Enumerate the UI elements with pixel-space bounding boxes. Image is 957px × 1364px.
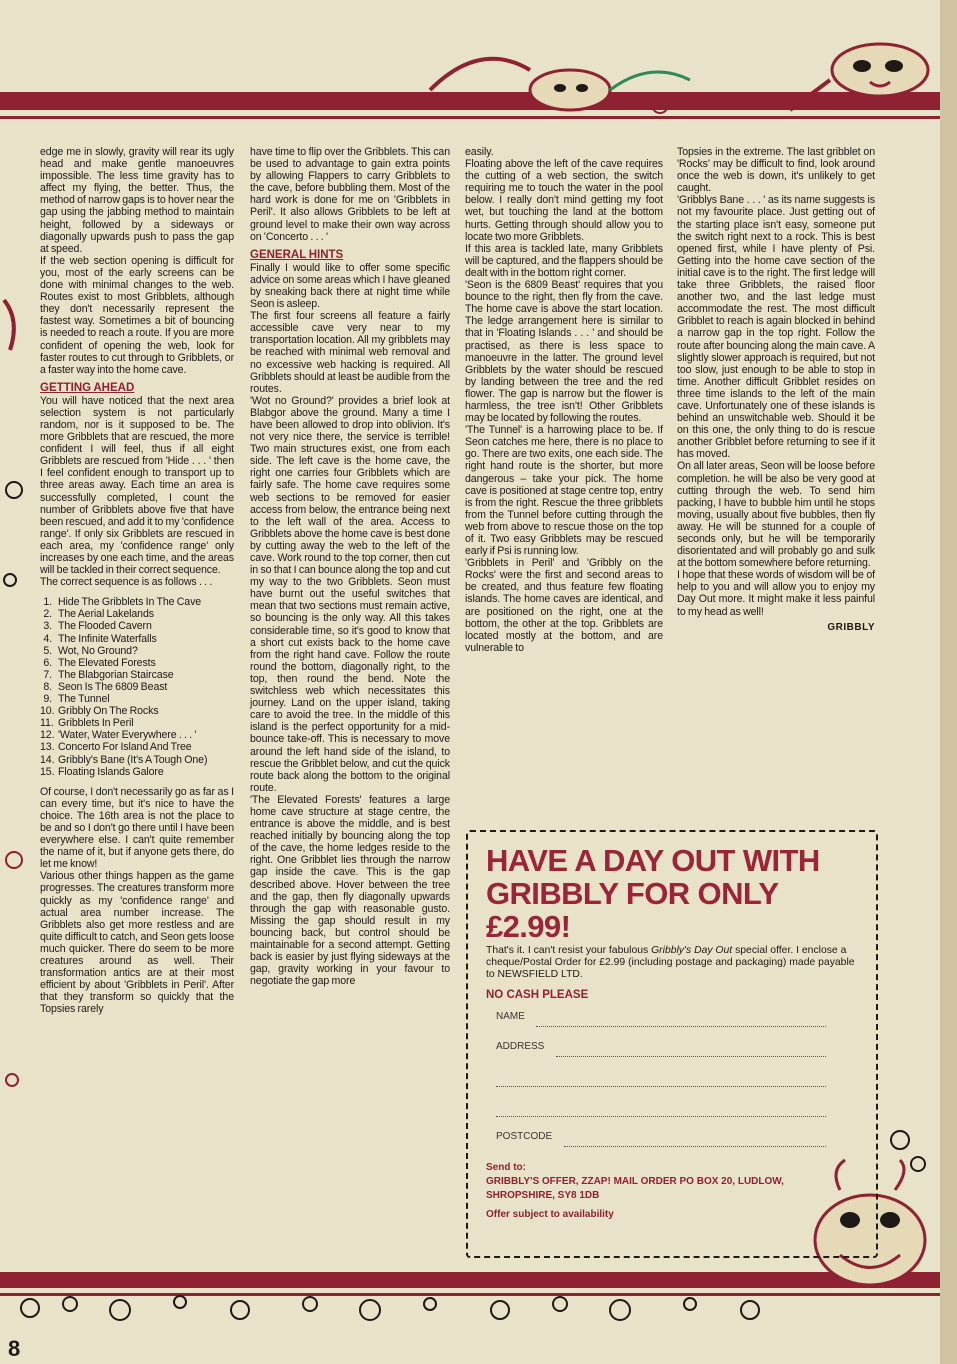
list-item-number: 11. — [40, 717, 54, 730]
list-item-number: 2. — [43, 608, 52, 621]
list-item-number: 12. — [40, 729, 55, 742]
order-intro-title: Gribbly's Day Out — [651, 945, 733, 956]
list-item-text: The Flooded Cavern — [58, 620, 152, 633]
list-item — [40, 633, 234, 645]
order-intro-pre: That's it. I can't resist your fabulous — [486, 945, 652, 956]
list-item-text: Gribbly On The Rocks — [58, 705, 159, 718]
list-item-text: Hide The Gribblets In The Cave — [58, 596, 202, 609]
article-paragraph: 'Wot no Ground?' provides a brief look at Blabgor above the ground. Many a time I have been allowed to drop into oblivion. It's not very nice there, the service is terrible! Two main structures exist, one from each side. The left cave is the home cave, the right one carries four Gribblets which are fairly safe. The home cave requires some web sections to be removed for easier access from below, the entrance being next to the left wall of the area. Access to Gribblets above the home cave is best done by cutting away the web to the left of the cave. Work round to the top corner, then cut in so that I can bounce along the top and cut my way to the two Gribblets. Seon must have burnt out the useful switches that mean that two sections must remain active, so bouncing is the only way. All this takes considerable time, so it's good to know that a short cut exists back to the home cave from the right hand cave. Follow the route round the bottom, diagonally right, to the top, then round the bend. Note the switchless web which necessitates this journey. Land on the upper island, taking care to avoid the tree. In the middle of this island is the perfect opportunity for a mid-bounce take-off. This is necessary to move around the left hand side of the island, to rescue the Gribblet below, and cut the quick route back along the bottom to the original route. — [250, 394, 450, 794]
list-item-text: Wot, No Ground? — [58, 644, 138, 657]
article-paragraph: 'The Elevated Forests' features a large home cave structure at stage centre, the entrance is above the middle, and is best reached initially by bouncing along the top of the cave, the home ledges reside to the right. One Gribblet lies through the narrow gap inside the cave. This is the gap described above. Hover between the tree and the gap, then fly diagonally upwards through the gap with reasonable gusto. Missing the gap should result in my bouncing back, but control should be maintainable for a second attempt. Getting back is easier by just flying sideways at the gap, gravity working in your favour to negotiate the gap more — [250, 793, 450, 988]
list-item — [40, 754, 234, 766]
article-paragraph: easily. — [465, 146, 494, 158]
article-column-4 — [677, 146, 875, 634]
article-paragraph: 'The Tunnel' is a harrowing place to be. If Seon catches me here, there is no place to go. There are two exits, one each side. The right hand route is the shorter, but more dangerous – take your pick. The home cave is positioned at stage centre top, entry is from the right. Rescue the three gribblets from the Tunnel before cutting through the web from above to rescue those on the top of it. Two easy Gribblets may be rescued early if Psi is running low. — [465, 424, 663, 558]
flying-creature-illustration — [420, 30, 720, 140]
article-paragraph: The correct sequence is as follows . . . — [40, 576, 213, 589]
order-intro-post: special offer. I enclose a cheque/Postal Order for £2.99 (including postage and packaging) made payable to NEWSFIELD LTD. — [486, 945, 855, 980]
list-item-number: 9. — [43, 693, 52, 706]
name-label: NAME — [496, 1011, 525, 1022]
name-dotted-line — [536, 1026, 826, 1027]
list-item-text: Gribbly's Bane (It's A Tough One) — [58, 753, 208, 766]
list-item-number: 6. — [43, 656, 52, 669]
address-field[interactable] — [486, 1041, 856, 1061]
left-margin-decoration — [0, 280, 34, 1140]
list-item-text: The Aerial Lakelands — [58, 608, 154, 621]
no-cash-notice: NO CASH PLEASE — [486, 989, 589, 1001]
list-item-number: 4. — [43, 632, 52, 645]
send-to-label: Send to: — [486, 1162, 526, 1173]
list-item — [40, 608, 234, 620]
list-item-text: 'Water, Water Everywhere . . . ' — [58, 729, 197, 742]
order-headline-line-1: HAVE A DAY OUT WITH — [486, 843, 820, 878]
list-item-number: 15. — [40, 765, 55, 778]
article-paragraph: have time to flip over the Gribblets. This can be used to advantage to gain extra points by allowing Flappers to carry Gribblets to the cave, before bubbling them. Most of the hard work is done for me on 'Gribblets in Peril'. It also allows Gribblets to be left at ground level to make their own way across on 'Concerto . . . ' — [250, 146, 450, 243]
article-column-1 — [40, 146, 234, 1015]
postcode-field[interactable] — [486, 1131, 856, 1151]
postcode-dotted-line — [564, 1146, 826, 1147]
send-to-address-1: GRIBBLY'S OFFER, ZZAP! MAIL ORDER PO BOX 20, LUDLOW, — [486, 1176, 784, 1187]
article-paragraph: On all later areas, Seon will be loose before completion. he will be also be very good at cutting through the web. To send him packing, I have to bubble him until he stops moving, usually about five bubbles, then fly away. He will be stunned for a couple of seconds only, but he will be temporarily disorientated and will probably go and sulk at the bottom somewhere before returning. — [677, 460, 875, 570]
list-item-text: Floating Islands Galore — [58, 765, 164, 778]
list-item-number: 13. — [40, 741, 55, 754]
list-item — [40, 596, 234, 608]
list-item-text: The Blabgorian Staircase — [58, 668, 174, 681]
list-item-text: The Infinite Waterfalls — [58, 632, 157, 645]
author-byline: GRIBBLY — [827, 621, 875, 633]
address-label: ADDRESS — [496, 1041, 545, 1052]
postcode-label: POSTCODE — [496, 1131, 553, 1142]
section-heading: GETTING AHEAD — [40, 381, 135, 394]
article-paragraph: If the web section opening is difficult for you, most of the early screens can be done with minimal changes to the web. Routes exist to most Gribblets, although they don't necessarily represent the fastest way. Sometimes a bit of bouncing is needed to reach a route. If you are more confident of opening the web, look for faster routes to cut through to Gribblets, or a faster way into the home cave. — [40, 254, 234, 376]
list-item — [40, 620, 234, 632]
article-paragraph: Topsies in the extreme. The last gribblet on 'Rocks' may be difficult to find, look around once the web is down, it's unlikely to get caught. — [677, 146, 875, 195]
list-item — [40, 766, 234, 778]
list-item — [40, 717, 234, 729]
list-item — [40, 657, 234, 669]
list-item — [40, 645, 234, 657]
order-price: £2.99! — [486, 909, 571, 944]
list-item — [40, 681, 234, 693]
address-line-2[interactable] — [486, 1071, 856, 1091]
send-to-address-2: SHROPSHIRE, SY8 1DB — [486, 1190, 600, 1201]
address-dotted-line-2 — [496, 1086, 826, 1087]
address-dotted-line — [556, 1056, 826, 1057]
send-to-block — [486, 1161, 856, 1203]
list-item-text: The Tunnel — [58, 693, 110, 706]
article-paragraph: 'Seon is the 6809 Beast' requires that you bounce to the right, then fly from the cave. The home cave is above the start location. The ledge arrangement here is similar to that in 'Floating Islands . . . ' and should be practised, as there is less space to manoeuvre in the latter. The ground level Gribblets by the water should be rescued by landing between the tree and the red flower. The gap is narrow but the flower is harmless, the tree isn't! Other Gribblets may be located by following the routes. — [465, 279, 663, 425]
name-field[interactable] — [486, 1011, 856, 1031]
gribbly-creature-illustration — [770, 0, 950, 120]
article-paragraph: Various other things happen as the game progresses. The creatures transform more quickly as my 'confidence range' and actual area number increase. The Gribblets also get more restless and are quite difficult to catch, and Seon gets loose much quicker. There do seem to be more creatures around as well. Their transformation antics are at their most efficient by about 'Gribblets in Peril'. After that they transform so quickly that the Topsies rarely — [40, 870, 234, 1016]
list-item — [40, 693, 234, 705]
right-edge-strip — [940, 0, 957, 1364]
order-form-box — [466, 830, 878, 1258]
availability-note: Offer subject to availability — [486, 1209, 614, 1220]
article-paragraph: edge me in slowly, gravity will rear its ugly head and make gentle manoeuvres impossible. The less time gravity has to affect my flying, the better. Thus, the method of narrow gaps is to hover near the gap using the jabbing method to maintain height, followed by a sideways or diagonally upwards push to pass the gap at speed. — [40, 146, 234, 255]
list-item — [40, 705, 234, 717]
list-item-text: Seon Is The 6809 Beast — [58, 680, 168, 693]
article-paragraph: I hope that these words of wisdom will be of help to you and will allow you to enjoy my Day Out more. It might make it less painful to my head as well! — [677, 569, 875, 618]
article-paragraph: The first four screens all feature a fairly accessible cave very near to my transportation location. All my gribblets may be reached with minimal web removal and no excessive web hacking is required. All Gribblets should at least be audible from the routes. — [250, 310, 450, 395]
list-item-text: The Elevated Forests — [58, 656, 156, 669]
list-item-number: 7. — [43, 668, 52, 681]
article-column-2 — [250, 146, 450, 987]
list-item-number: 3. — [43, 620, 52, 633]
section-heading: GENERAL HINTS — [250, 248, 344, 261]
list-item — [40, 729, 234, 741]
address-line-3[interactable] — [486, 1101, 856, 1121]
address-dotted-line-3 — [496, 1116, 826, 1117]
list-item-number: 5. — [43, 644, 52, 657]
article-paragraph: 'Gribblets in Peril' and 'Gribbly on the Rocks' were the first and second areas to be created, and thus feature few floating islands. The home caves are identical, and are positioned on the right, one at the bottom, the other at the top. Gribblets are located mostly at the bottom, and are vulnerable to — [465, 557, 663, 654]
list-item-text: Gribblets In Peril — [58, 717, 134, 730]
article-column-3 — [465, 146, 663, 654]
list-item-number: 1. — [43, 596, 52, 609]
area-sequence-list — [40, 596, 234, 777]
article-paragraph: Floating above the left of the cave requires the cutting of a web section, the switch requiring me to touch the water in the pool below. I really don't mind getting my foot wet, but touching the land at the bottom hurts. Getting through should allow you to locate two more Gribblets. — [465, 158, 663, 243]
order-intro — [486, 945, 856, 981]
list-item-text: Concerto For Island And Tree — [58, 741, 192, 754]
list-item — [40, 669, 234, 681]
order-headline-line-2: GRIBBLY FOR ONLY — [486, 876, 779, 911]
article-paragraph: 'Gribblys Bane . . . ' as its name suggests is not my favourite place. Just getting out of the starting place isn't easy, someone put the switch right next to a rock. This is best opened first, while I have plenty of Psi. Getting into the home cave section of the initial cave is to the right. The first ledge will take three Gribblets, the raised floor another two, and the last ledge must accommodate the rest. The most difficult Gribblet to reach is again blocked in behind a narrow gap in the top right. Follow the route after bouncing along the main cave. A slightly slower approach is required, but not too slow, just enough to be able to stop in time. Another difficult Gribblet resides on three time islands to the left of the main cave. Unfortunately one of these islands is behind an unswitchable web. Should it be on this one, the only thing to do is rescue another Gribblet before returning to see if it has moved. — [677, 194, 875, 461]
page-number: 8 — [8, 1336, 21, 1361]
article-paragraph: If this area is tackled late, many Gribblets will be captured, and the flappers should be dealt with in the bottom right corner. — [465, 242, 663, 279]
article-paragraph: Finally I would like to offer some specific advice on some areas which I have gleaned by sneaking back there at night time while Seon is asleep. — [250, 261, 450, 311]
article-paragraph: You will have noticed that the next area selection system is not particularly random, nor is it supposed to be. The more Gribblets that are rescued, the more confident I will feel, thus if all eight Gribblets are rescued from 'Hide . . . ' then I feel confident enough to transport up to three areas away. Each time an area is successfully completed, I count the number of Gribblets above five that have been rescued, and add it to my 'confidence range'. If only six Gribblets are rescued in each area, my 'confidence range' only increases by one each time, and the areas will be tackled in their correct sequence. — [40, 394, 234, 577]
list-item-number: 10. — [40, 705, 55, 718]
list-item-number: 14. — [40, 753, 55, 766]
list-item-number: 8. — [43, 680, 52, 693]
article-paragraph: Of course, I don't necessarily go as far as I can every time, but it's nice to have the choice. The 16th area is not the place to be and so I don't go there until I have been everywhere else. I can't quite remember the name of it, but if anyone gets there, do let me know! — [40, 785, 234, 871]
list-item — [40, 741, 234, 753]
